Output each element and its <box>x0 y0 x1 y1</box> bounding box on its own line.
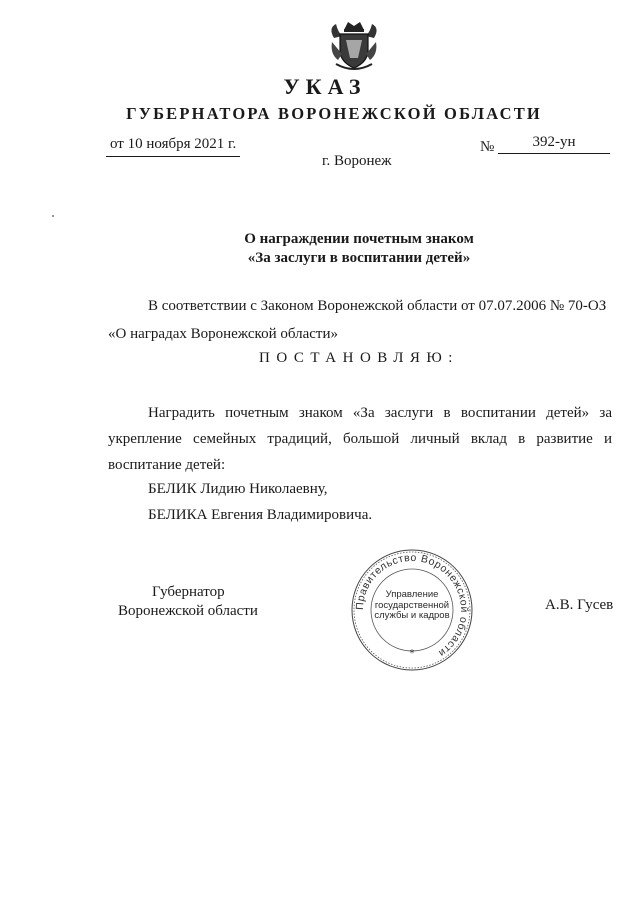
svg-text:*: * <box>409 648 415 659</box>
document-title: УКАЗ <box>283 74 367 99</box>
coat-of-arms-icon <box>326 14 382 74</box>
document-date: от 10 ноября 2021 г. <box>110 136 237 152</box>
signer-name: А.В. Гусев <box>545 597 614 613</box>
recipient-1: БЕЛИК Лидию Николаевну, <box>148 481 328 497</box>
recipient-2: БЕЛИКА Евгения Владимировича. <box>148 507 373 523</box>
document-subject <box>0 230 640 268</box>
basis-line-2: «О наградах Воронежской области» <box>108 326 339 342</box>
stamp-inner-line-3: службы и кадров <box>374 610 450 621</box>
signer-position-line-2: Воронежской области <box>118 603 258 619</box>
stamp-inner-line-2: государственной <box>374 599 450 611</box>
date-underline <box>106 156 240 157</box>
subject-line-2: «За заслуги в воспитании детей» <box>247 250 471 266</box>
award-paragraph: Наградить почетным знаком «За заслуги в воспитании детей» за укрепление семейных традиций, большой личный вклад в развитие и воспитание детей: <box>108 405 612 473</box>
subject-line-1: О награждении почетным знаком <box>244 231 474 247</box>
document-issuer: ГУБЕРНАТОРА ВОРОНЕЖСКОЙ ОБЛАСТИ <box>126 104 542 123</box>
official-stamp <box>350 548 474 672</box>
number-underline <box>498 153 610 154</box>
stamp-inner-line-1: Управление <box>385 589 439 600</box>
number-label: № <box>480 139 495 155</box>
stamp-outer-text: Правительство Воронежской области <box>353 551 471 660</box>
decree-word: ПОСТАНОВЛЯЮ: <box>259 350 459 366</box>
scan-speck <box>52 215 54 217</box>
document-number: 392-ун <box>532 134 576 150</box>
basis-line-1: В соответствии с Законом Воронежской области от 07.07.2006 № 70-ОЗ <box>148 298 607 314</box>
signer-position-line-1: Губернатор <box>152 584 225 600</box>
document-city: г. Воронеж <box>322 153 392 169</box>
